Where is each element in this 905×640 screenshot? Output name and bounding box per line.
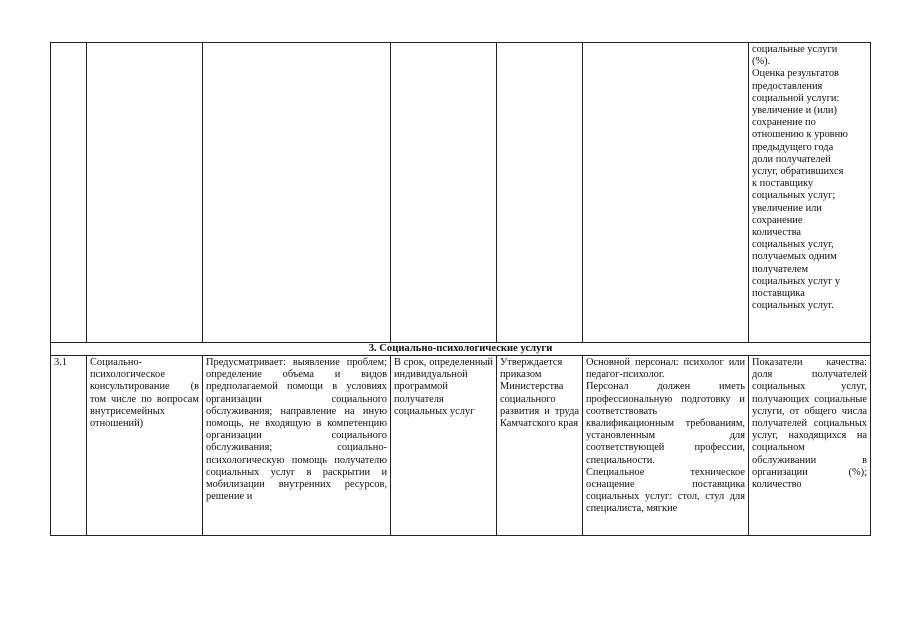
conditions-paragraph: Основной персонал: психолог или педагог-психолог. [586,357,745,381]
quality-line: сохранение по [752,117,816,129]
cell-name [87,43,203,343]
cell-number [51,43,87,343]
quality-line: социальных услуг. [752,300,834,312]
quality-line: социальной услуги: [752,92,840,104]
quality-line: доли получателей [752,153,831,165]
section-title: 3. Социально-психологические услуги [51,343,871,356]
quality-line: социальных услуг; [752,190,836,202]
quality-line: предыдущего года [752,141,834,153]
conditions-paragraph: Персонал должен иметь профессиональную подготовку и соответствовать квалификационным требованиям, установленным для соответствующей профессии, специальности. [586,381,745,466]
quality-line: увеличение или [752,202,822,214]
conditions-paragraph: Специальное техническое оснащение поставщика социальных услуг: стол, стул для специалиста, мягкие [586,466,745,515]
cell-tariff [497,43,583,343]
quality-line: сохранение [752,214,803,226]
quality-line: социальных услуг, [752,239,834,251]
cell-conditions [583,43,749,343]
service-description: Предусматривает: выявление проблем; определение объема и видов предполагаемой помощи в условиях организации социального обслуживания; направление на иную помощь, не входящую в компетенцию организации социального обслуживания; социально-психологическую помощь получателю социальных услуг в раскрытии и мобилизации внутренних ресурсов, решение и [203,356,391,536]
quality-line: увеличение и (или) [752,105,837,117]
service-term: В срок, определенный индивидуальной программой получателя социальных услуг [391,356,497,536]
cell-term [391,43,497,343]
quality-line: услуг, обратившихся [752,166,844,178]
table-row [51,356,871,536]
quality-line: количества [752,227,801,239]
service-name: Социально-психологическое консультирование (в том числе по вопросам внутрисемейных отношений) [87,356,203,536]
quality-line: поставщика [752,288,805,300]
quality-line: получаемых одним [752,251,837,263]
services-table [50,42,871,536]
quality-line: к поставщику [752,178,814,190]
quality-line: Оценка результатов [752,68,839,80]
quality-line: социальных услуг у [752,275,841,287]
service-tariff: Утверждается приказом Министерства социального развития и труда Камчатского края [497,356,583,536]
quality-line: предоставления [752,80,823,92]
quality-line: социальные услуги [752,44,838,55]
service-conditions [583,356,749,536]
quality-line: отношению к уровню [752,129,848,141]
quality-line: получателем [752,263,809,275]
service-quality: Показатели качества: доля получателей социальных услуг, получающих социальные услуги, от общего числа получателей социальных услуг, находящихся на социальном обслуживании в организации (%); количество [749,356,871,536]
table-row [51,43,871,343]
cell-quality [749,43,871,343]
service-number: 3.1 [51,356,87,536]
quality-line: (%). [752,56,771,68]
cell-description [203,43,391,343]
section-header-row [51,343,871,356]
